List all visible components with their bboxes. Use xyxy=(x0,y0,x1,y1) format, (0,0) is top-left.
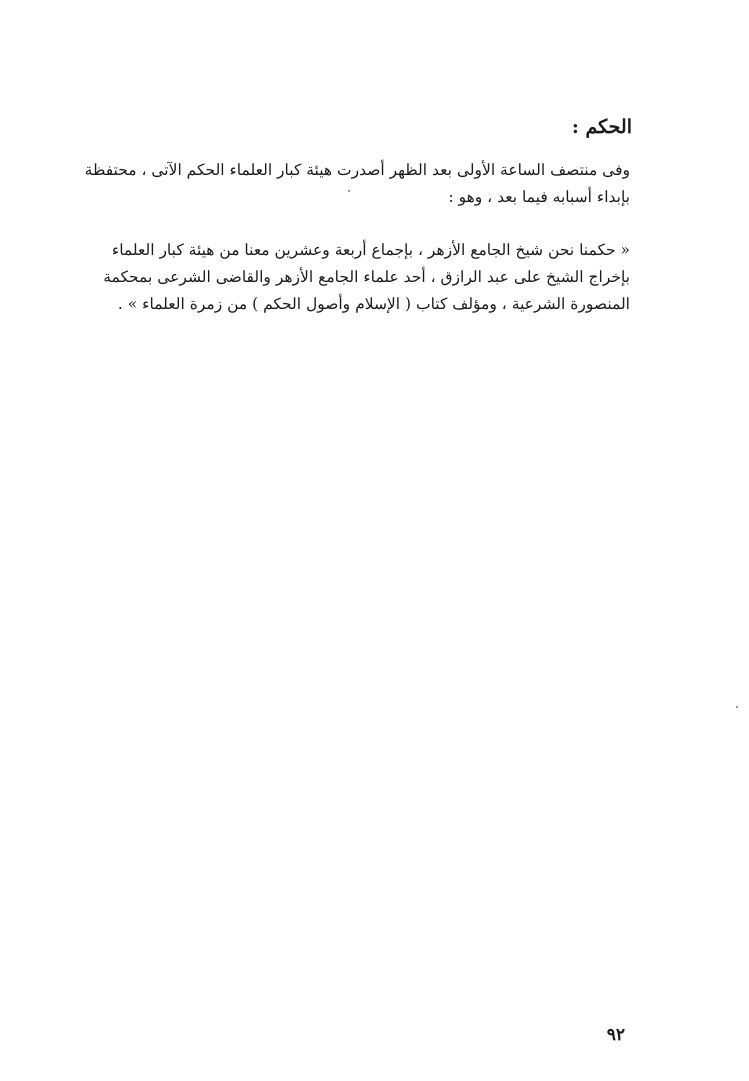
page-number: ٩٢ xyxy=(606,1025,625,1045)
scan-speck xyxy=(348,190,350,192)
paragraph-line: بإبداء أسبابه فيما بعد ، وهو : xyxy=(448,188,630,206)
paragraph-line: « حكمنا نحن شيخ الجامع الأزهر ، بإجماع أربعة وعشرين معنا من هيئة كبار العلماء xyxy=(111,241,630,259)
section-heading: الحكم : xyxy=(571,116,632,138)
paragraph-line: المنصورة الشرعية ، ومؤلف كتاب ( الإسلام وأصول الحكم ) من زمرة العلماء » . xyxy=(117,295,630,313)
paragraph-verdict-intro xyxy=(70,157,630,211)
scan-speck xyxy=(736,706,738,708)
paragraph-line: وفى منتصف الساعة الأولى بعد الظهر أصدرت هيئة كبار العلماء الحكم الآتى ، محتفظة xyxy=(84,161,630,179)
paragraph-verdict-text xyxy=(70,237,630,318)
paragraph-line: بإخراج الشيخ على عبد الرازق ، أحد علماء الجامع الأزهر والقاضى الشرعى بمحكمة xyxy=(103,268,630,286)
